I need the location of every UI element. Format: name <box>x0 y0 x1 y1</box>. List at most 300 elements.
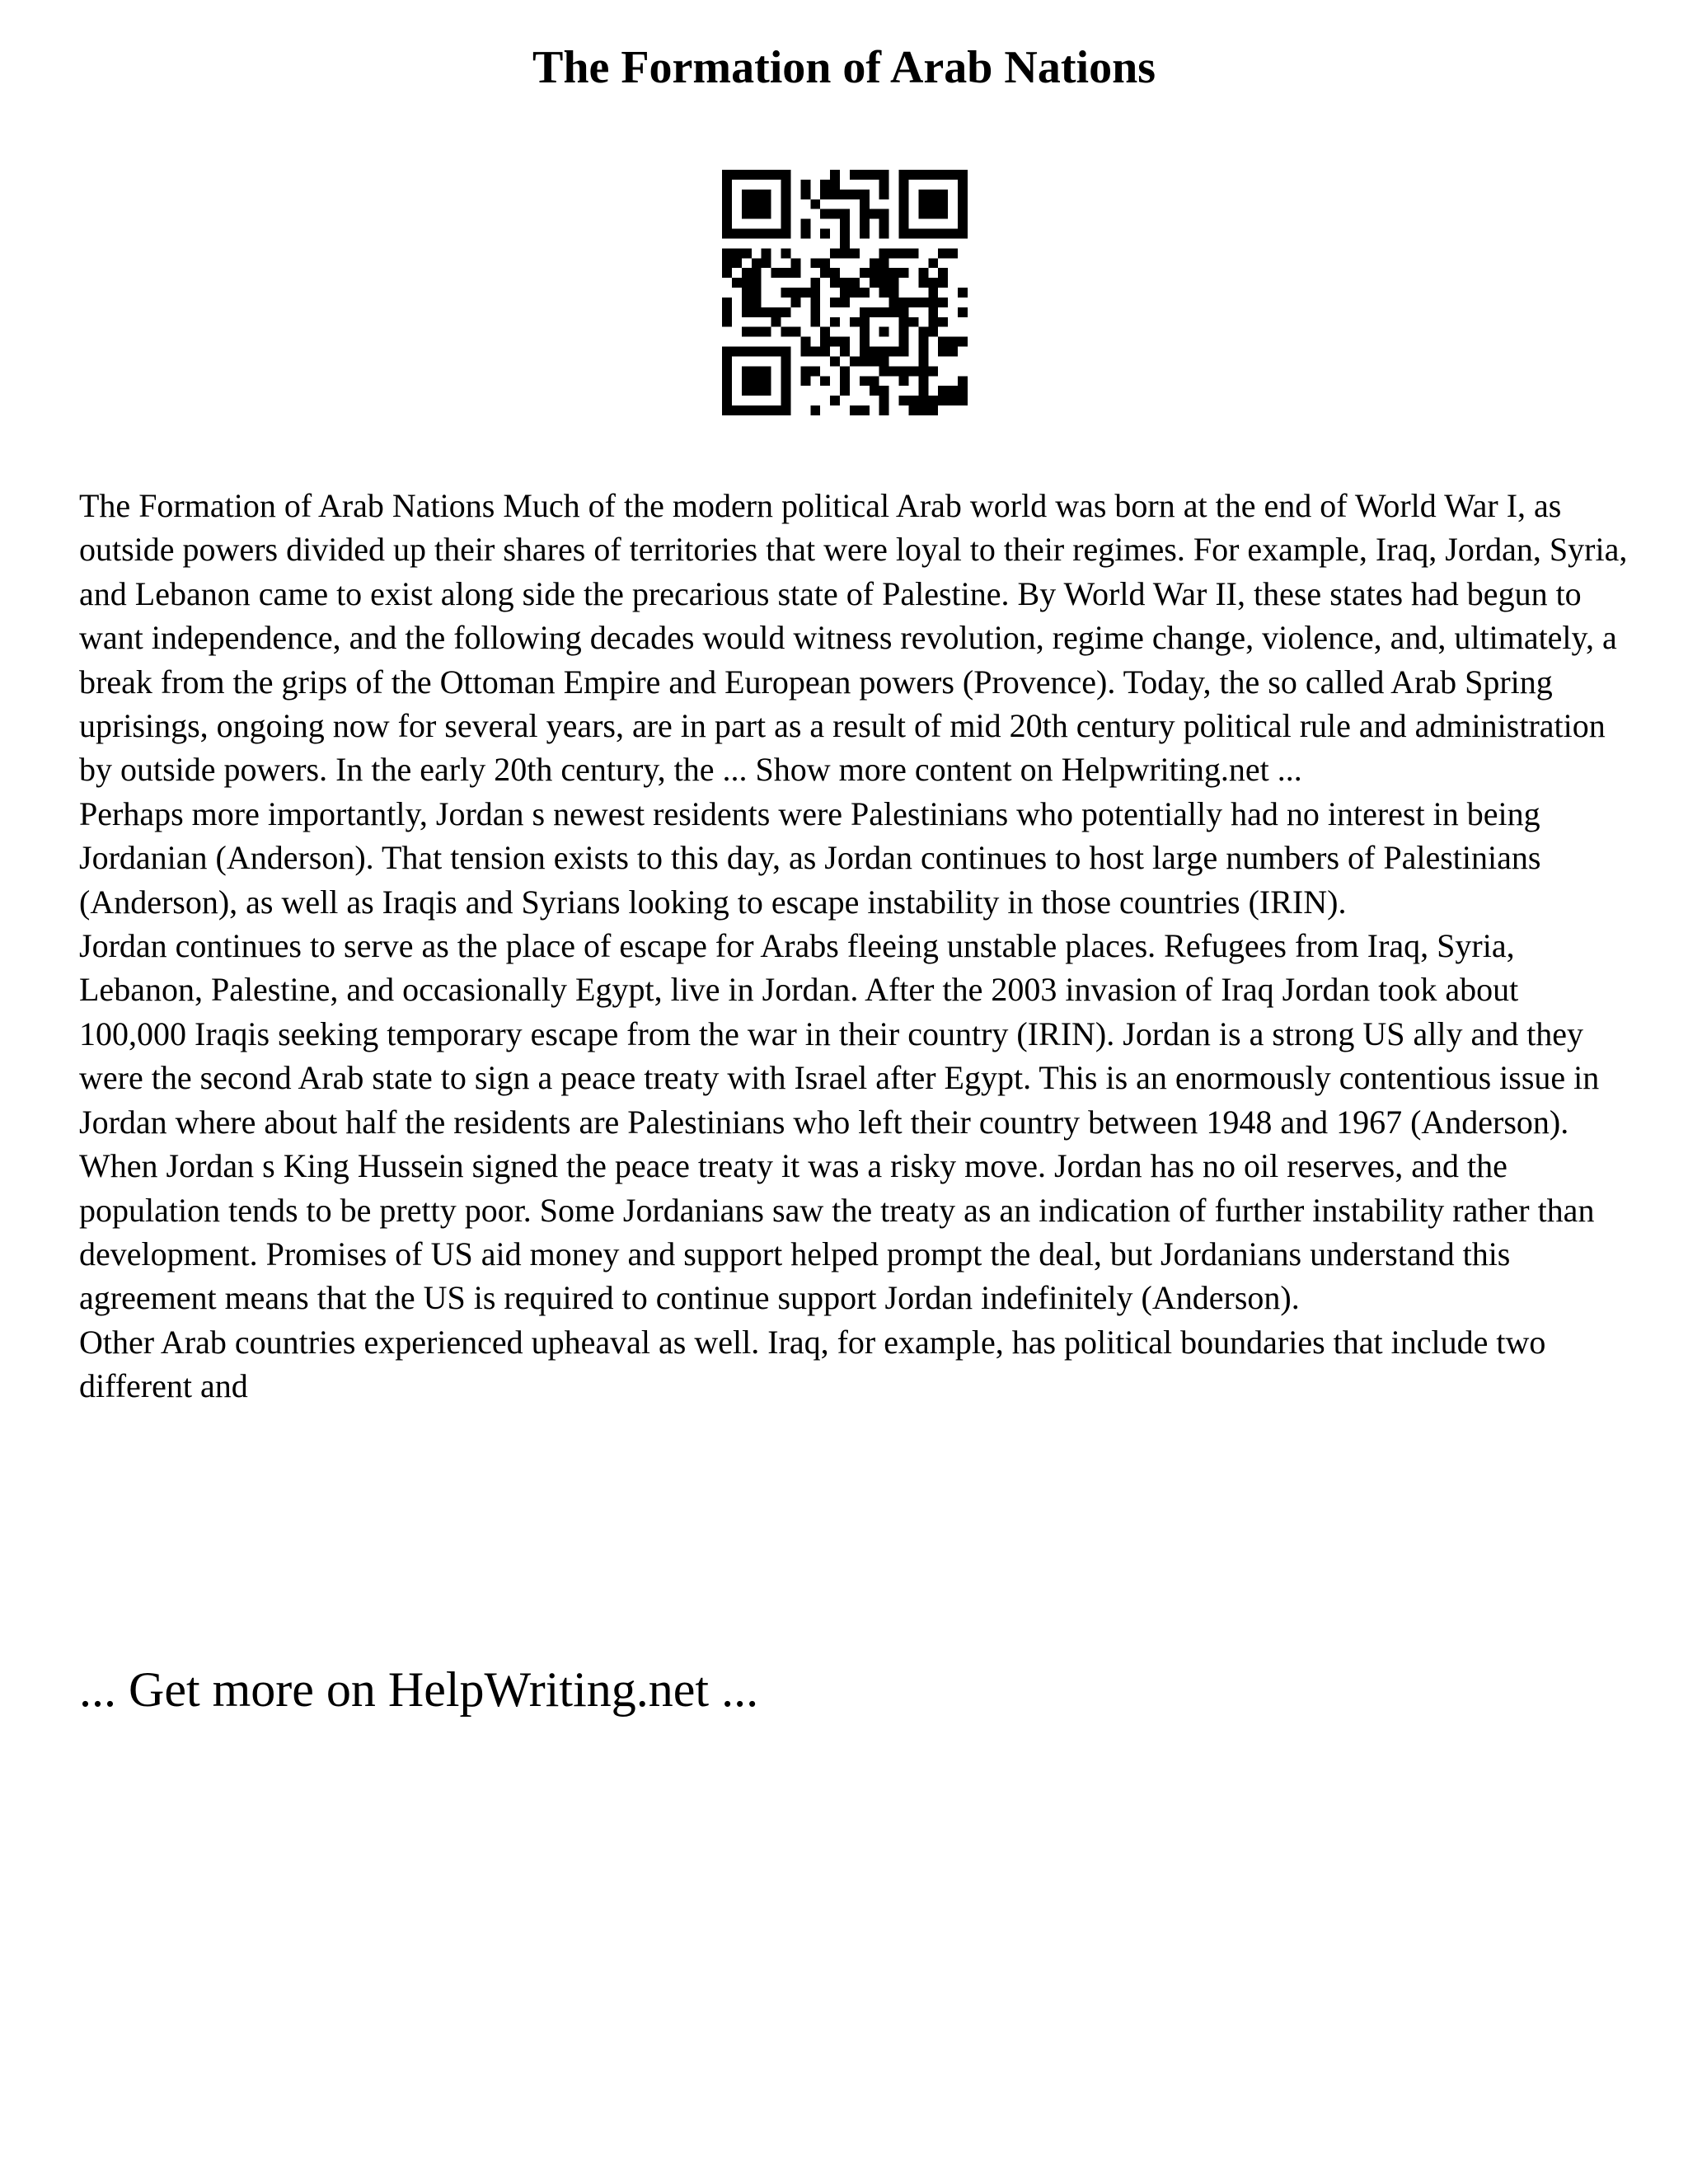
qr-module <box>820 258 830 268</box>
qr-module <box>722 347 732 357</box>
qr-module <box>879 288 889 298</box>
qr-module <box>722 405 732 415</box>
qr-module <box>752 405 762 415</box>
qr-module <box>840 219 850 229</box>
qr-module <box>732 258 742 268</box>
qr-module <box>732 278 742 288</box>
qr-module <box>908 248 918 258</box>
qr-module <box>879 219 889 229</box>
qr-module <box>820 327 830 337</box>
qr-module <box>928 229 938 239</box>
qr-module <box>879 170 889 180</box>
qr-module <box>781 386 791 396</box>
qr-module <box>948 337 958 347</box>
qr-module <box>810 298 820 307</box>
qr-module <box>860 170 870 180</box>
qr-module <box>790 288 800 298</box>
qr-module <box>889 298 899 307</box>
qr-module <box>830 170 840 180</box>
qr-module <box>722 317 732 327</box>
qr-module <box>830 278 840 288</box>
qr-module <box>820 376 830 386</box>
qr-module <box>938 337 948 347</box>
qr-module <box>870 376 879 386</box>
qr-module <box>938 170 948 180</box>
qr-module <box>810 366 820 376</box>
qr-module <box>918 209 928 219</box>
qr-module <box>879 366 889 376</box>
qr-module <box>870 386 879 396</box>
qr-module <box>908 405 918 415</box>
qr-module <box>771 268 781 278</box>
qr-module <box>958 180 968 190</box>
qr-module <box>938 209 948 219</box>
qr-module <box>742 307 752 317</box>
qr-module <box>830 317 840 327</box>
qr-module <box>781 190 791 199</box>
qr-module <box>790 327 800 337</box>
qr-module <box>918 337 928 347</box>
qr-module <box>781 268 791 278</box>
qr-module <box>948 248 958 258</box>
qr-module <box>781 180 791 190</box>
qr-module <box>800 190 810 199</box>
qr-module <box>870 209 879 219</box>
qr-module <box>771 405 781 415</box>
qr-module <box>918 268 928 278</box>
qr-module <box>722 268 732 278</box>
qr-module <box>752 278 762 288</box>
qr-module <box>820 180 830 190</box>
qr-module <box>752 199 762 209</box>
qr-module <box>958 307 968 317</box>
qr-module <box>928 317 938 327</box>
qr-module <box>781 366 791 376</box>
qr-module <box>899 170 909 180</box>
qr-module <box>742 209 752 219</box>
qr-module <box>908 170 918 180</box>
qr-module <box>732 347 742 357</box>
qr-module <box>948 396 958 405</box>
qr-module <box>879 248 889 258</box>
qr-module <box>771 347 781 357</box>
qr-module <box>860 337 870 347</box>
qr-module <box>800 366 810 376</box>
qr-module <box>879 229 889 239</box>
qr-module <box>752 288 762 298</box>
qr-module <box>752 268 762 278</box>
qr-module <box>752 298 762 307</box>
qr-module <box>879 209 889 219</box>
qr-module <box>958 386 968 396</box>
qr-module <box>918 347 928 357</box>
qr-module <box>781 199 791 209</box>
qr-module <box>860 327 870 337</box>
qr-module <box>781 347 791 357</box>
qr-module <box>840 386 850 396</box>
qr-module <box>781 327 791 337</box>
qr-module <box>840 209 850 219</box>
qr-module <box>722 219 732 229</box>
qr-module <box>958 337 968 347</box>
qr-module <box>742 347 752 357</box>
qr-module <box>800 376 810 386</box>
qr-module <box>899 219 909 229</box>
qr-module <box>752 229 762 239</box>
qr-module <box>762 376 771 386</box>
qr-module <box>899 307 909 317</box>
qr-module <box>850 170 860 180</box>
qr-module <box>840 190 850 199</box>
qr-module <box>781 405 791 415</box>
qr-module <box>742 288 752 298</box>
qr-module <box>722 170 732 180</box>
qr-module <box>860 209 870 219</box>
qr-module <box>840 366 850 376</box>
qr-module <box>860 229 870 239</box>
qr-module <box>762 190 771 199</box>
qr-module <box>879 396 889 405</box>
qr-module <box>928 396 938 405</box>
qr-module <box>722 229 732 239</box>
qr-module <box>790 298 800 307</box>
qr-module <box>860 347 870 357</box>
qr-module <box>899 327 909 337</box>
qr-module <box>860 288 870 298</box>
qr-module <box>771 307 781 317</box>
get-more-link[interactable]: ... Get more on HelpWriting.net ... <box>79 1662 759 1717</box>
qr-module <box>870 258 879 268</box>
qr-module <box>722 258 732 268</box>
qr-module <box>899 268 909 278</box>
qr-module <box>762 405 771 415</box>
qr-module <box>771 229 781 239</box>
qr-module <box>928 307 938 317</box>
qr-module <box>938 317 948 327</box>
qr-module <box>790 268 800 278</box>
qr-module <box>752 366 762 376</box>
qr-module <box>879 258 889 268</box>
qr-module <box>928 258 938 268</box>
qr-module <box>742 278 752 288</box>
qr-module <box>879 347 889 357</box>
qr-module <box>850 248 860 258</box>
qr-module <box>781 376 791 386</box>
qr-module <box>752 376 762 386</box>
qr-module <box>840 278 850 288</box>
qr-module <box>830 248 840 258</box>
qr-module <box>820 209 830 219</box>
qr-module <box>752 327 762 337</box>
qr-module <box>742 327 752 337</box>
qr-module <box>722 298 732 307</box>
qr-module <box>781 219 791 229</box>
qr-module <box>742 376 752 386</box>
qr-module <box>850 405 860 415</box>
qr-module <box>810 288 820 298</box>
qr-module <box>742 366 752 376</box>
qr-module <box>810 199 820 209</box>
qr-module <box>810 317 820 327</box>
qr-module <box>870 268 879 278</box>
qr-module <box>781 248 791 258</box>
qr-module <box>938 298 948 307</box>
qr-module <box>899 209 909 219</box>
qr-module <box>899 366 909 376</box>
qr-module <box>800 180 810 190</box>
qr-module <box>870 307 879 317</box>
qr-module <box>762 347 771 357</box>
qr-module <box>840 337 850 347</box>
qr-module <box>850 356 860 366</box>
qr-module <box>810 347 820 357</box>
qr-module <box>752 307 762 317</box>
qr-module <box>918 396 928 405</box>
qr-module <box>948 347 958 357</box>
qr-module <box>850 190 860 199</box>
qr-module <box>850 317 860 327</box>
qr-module <box>752 170 762 180</box>
qr-module <box>958 229 968 239</box>
qr-module <box>722 209 732 219</box>
qr-module <box>928 366 938 376</box>
qr-module <box>860 307 870 317</box>
qr-module <box>810 405 820 415</box>
qr-module <box>840 347 850 357</box>
qr-module <box>918 356 928 366</box>
qr-module <box>899 190 909 199</box>
qr-module <box>889 347 899 357</box>
qr-module <box>928 288 938 298</box>
qr-module <box>800 229 810 239</box>
qr-module <box>762 366 771 376</box>
qr-module <box>830 337 840 347</box>
qr-module <box>781 356 791 366</box>
qr-module <box>742 298 752 307</box>
qr-module <box>879 190 889 199</box>
qr-module <box>830 180 840 190</box>
qr-module <box>928 209 938 219</box>
qr-module <box>899 199 909 209</box>
document-body <box>79 484 1629 1408</box>
qr-module <box>918 405 928 415</box>
qr-module <box>908 298 918 307</box>
qr-module <box>889 268 899 278</box>
qr-module <box>820 347 830 357</box>
qr-module <box>928 199 938 209</box>
qr-module <box>762 258 771 268</box>
qr-module <box>870 170 879 180</box>
qr-module <box>800 347 810 357</box>
qr-module <box>762 170 771 180</box>
qr-module <box>830 298 840 307</box>
qr-module <box>722 396 732 405</box>
qr-module <box>860 376 870 386</box>
qr-module <box>840 298 850 307</box>
qr-module <box>928 405 938 415</box>
qr-module <box>781 307 791 317</box>
qr-module <box>742 199 752 209</box>
qr-module <box>722 180 732 190</box>
qr-module <box>918 298 928 307</box>
qr-module <box>899 347 909 357</box>
qr-module <box>908 229 918 239</box>
qr-module <box>958 190 968 199</box>
qr-module <box>958 288 968 298</box>
qr-module <box>958 170 968 180</box>
qr-module <box>850 278 860 288</box>
qr-module <box>870 278 879 288</box>
qr-code-icon <box>722 170 968 415</box>
qr-module <box>742 248 752 258</box>
qr-module <box>820 190 830 199</box>
paragraph-2: Perhaps more importantly, Jordan s newest residents were Palestinians who potentially had no interest in being Jordanian (Anderson). That tension exists to this day, as Jordan continues to host large numbers of Palestinians (Anderson), as well as Iraqis and Syrians looking to escape instability in those countries (IRIN). <box>79 794 1541 921</box>
qr-module <box>781 396 791 405</box>
qr-module <box>771 317 781 327</box>
qr-module <box>889 248 899 258</box>
qr-module <box>918 170 928 180</box>
qr-module <box>899 317 909 327</box>
qr-module <box>830 209 840 219</box>
qr-module <box>742 405 752 415</box>
qr-module <box>722 190 732 199</box>
qr-module <box>948 229 958 239</box>
qr-module <box>928 327 938 337</box>
qr-module <box>732 170 742 180</box>
qr-module <box>958 396 968 405</box>
qr-module <box>732 405 742 415</box>
qr-module <box>752 190 762 199</box>
qr-module <box>810 307 820 317</box>
qr-module <box>958 376 968 386</box>
qr-module <box>860 405 870 415</box>
qr-module <box>899 396 909 405</box>
qr-module <box>899 376 909 386</box>
qr-module <box>938 278 948 288</box>
qr-module <box>860 356 870 366</box>
qr-module <box>889 288 899 298</box>
qr-module <box>742 229 752 239</box>
qr-module <box>722 248 732 258</box>
qr-module <box>781 229 791 239</box>
paragraph-4: Other Arab countries experienced upheaval as well. Iraq, for example, has political boundaries that include two different and <box>79 1323 1546 1405</box>
qr-module <box>879 327 889 337</box>
qr-module <box>762 248 771 258</box>
qr-module <box>722 199 732 209</box>
qr-module <box>722 307 732 317</box>
qr-module <box>860 268 870 278</box>
qr-module <box>928 190 938 199</box>
qr-module <box>752 209 762 219</box>
qr-module <box>879 307 889 317</box>
qr-module <box>860 199 870 209</box>
qr-module <box>938 190 948 199</box>
qr-module <box>820 268 830 278</box>
qr-module <box>908 396 918 405</box>
qr-module <box>830 396 840 405</box>
qr-module <box>820 229 830 239</box>
qr-module <box>870 356 879 366</box>
qr-module <box>928 298 938 307</box>
qr-module <box>762 209 771 219</box>
qr-module <box>908 317 918 327</box>
qr-module <box>800 219 810 229</box>
qr-module <box>918 190 928 199</box>
qr-module <box>958 219 968 229</box>
qr-module <box>899 337 909 347</box>
qr-module <box>790 258 800 268</box>
qr-module <box>742 268 752 278</box>
qr-module <box>752 347 762 357</box>
qr-module <box>840 376 850 386</box>
qr-module <box>918 229 928 239</box>
qr-module <box>879 268 889 278</box>
qr-module <box>938 386 948 396</box>
qr-module <box>918 376 928 386</box>
qr-module <box>899 298 909 307</box>
qr-module <box>800 288 810 298</box>
qr-module <box>918 366 928 376</box>
qr-module <box>810 258 820 268</box>
qr-module <box>732 248 742 258</box>
qr-module <box>820 337 830 347</box>
qr-module <box>781 170 791 180</box>
qr-module <box>928 170 938 180</box>
qr-module <box>908 366 918 376</box>
qr-module <box>870 347 879 357</box>
qr-module <box>958 199 968 209</box>
qr-module <box>771 170 781 180</box>
qr-module <box>810 278 820 288</box>
qr-module <box>800 337 810 347</box>
document-title: The Formation of Arab Nations <box>532 42 1156 93</box>
qr-module <box>830 190 840 199</box>
qr-module <box>918 199 928 209</box>
qr-module <box>860 317 870 327</box>
qr-module <box>722 366 732 376</box>
qr-module <box>860 190 870 199</box>
qr-module <box>840 229 850 239</box>
qr-module <box>781 209 791 219</box>
qr-module <box>830 268 840 278</box>
qr-module <box>830 356 840 366</box>
qr-module <box>938 199 948 209</box>
qr-module <box>938 229 948 239</box>
qr-module <box>938 248 948 258</box>
qr-module <box>840 288 850 298</box>
qr-module <box>948 170 958 180</box>
qr-module <box>762 327 771 337</box>
paragraph-3: Jordan continues to serve as the place of escape for Arabs fleeing unstable places. Refugees from Iraq, Syria, Lebanon, Palestine, and occasionally Egypt, live in Jordan. After the 2003 invasion of Iraq Jordan took about 100,000 Iraqis seeking temporary escape from the war in their country (IRIN). Jordan is a strong US ally and they were the second Arab state to sign a peace treaty with Israel after Egypt. This is an enormously contentious issue in Jordan where about half the residents are Palestinians who left their country between 1948 and 1967 (Anderson). When Jordan s King Hussein signed the peace treaty it was a risky move. Jordan has no oil reserves, and the population tends to be pretty poor. Some Jordanians saw the treaty as an indication of further instability rather than development. Promises of US aid money and support helped prompt the deal, but Jordanians understand this agreement means that the US is required to continue support Jordan indefinitely (Anderson). <box>79 927 1600 1317</box>
qr-module <box>938 396 948 405</box>
qr-module <box>918 386 928 396</box>
qr-module <box>850 288 860 298</box>
qr-module <box>899 229 909 239</box>
qr-module <box>722 386 732 396</box>
qr-module <box>732 229 742 239</box>
qr-module <box>938 268 948 278</box>
qr-module <box>752 258 762 268</box>
qr-module <box>958 209 968 219</box>
qr-module <box>918 278 928 288</box>
qr-module <box>928 278 938 288</box>
paragraph-1: The Formation of Arab Nations Much of the modern political Arab world was born at the end of World War I, as outside powers divided up their shares of territories that were loyal to their regimes. For example, Iraq, Jordan, Syria, and Lebanon came to exist along side the precarious state of Palestine. By World War II, these states had begun to want independence, and the following decades would witness revolution, regime change, violence, and, ultimately, a break from the grips of the Ottoman Empire and European powers (Provence). Today, the so called Arab Spring uprisings, ongoing now for several years, are in part as a result of mid 20th century political rule and administration by outside powers. In the early 20th century, the ... Show more content on Helpwriting.net ... <box>79 487 1628 789</box>
qr-module <box>860 219 870 229</box>
qr-module <box>752 386 762 396</box>
qr-module <box>899 248 909 258</box>
qr-module <box>762 386 771 396</box>
qr-module <box>948 386 958 396</box>
